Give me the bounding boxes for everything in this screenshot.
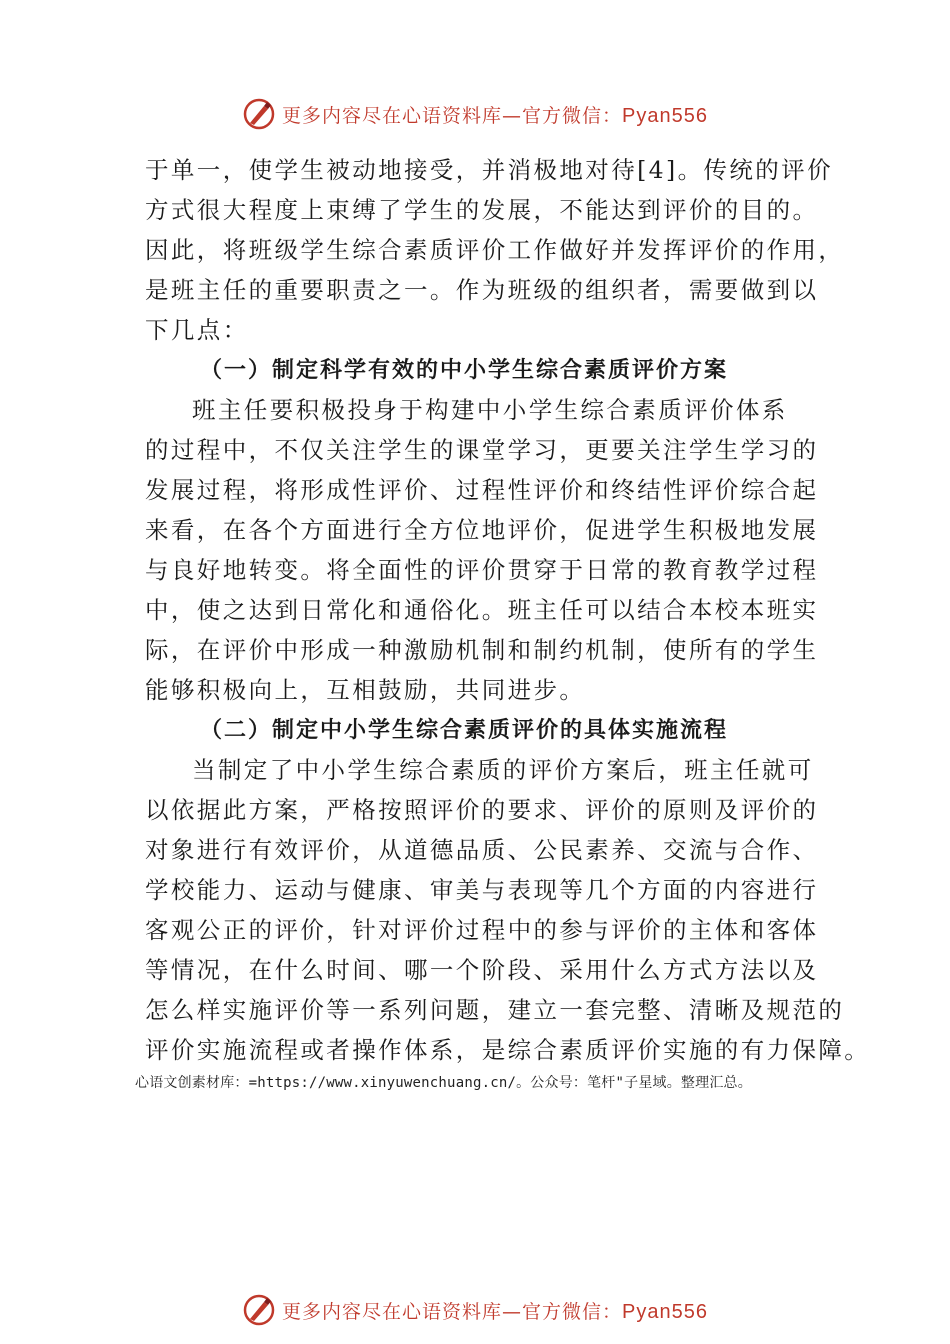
body-line: 能够积极向上，互相鼓励，共同进步。: [145, 676, 586, 704]
body-line: 的过程中，不仅关注学生的课堂学习，更要关注学生学习的: [145, 436, 819, 464]
header-banner-text: 更多内容尽在心语资料库—官方微信：Pyan556: [282, 104, 708, 127]
body-line: 以依据此方案，严格按照评价的要求、评价的原则及评价的: [145, 796, 819, 824]
body-line: 因此，将班级学生综合素质评价工作做好并发挥评价的作用，: [145, 236, 845, 264]
body-line: 中，使之达到日常化和通俗化。班主任可以结合本校本班实: [145, 596, 819, 624]
footer-banner-text: 更多内容尽在心语资料库—官方微信：Pyan556: [282, 1300, 708, 1323]
body-line: 当制定了中小学生综合素质的评价方案后，班主任就可: [192, 756, 814, 784]
body-line: 与良好地转变。将全面性的评价贯穿于日常的教育教学过程: [145, 556, 819, 584]
pen-logo-icon: [242, 97, 276, 131]
body-line: 发展过程，将形成性评价、过程性评价和终结性评价综合起: [145, 476, 819, 504]
body-line: 客观公正的评价，针对评价过程中的参与评价的主体和客体: [145, 916, 819, 944]
source-note: 心语文创素材库：=https://www.xinyuwenchuang.cn/。公众号：笔杆"子星域。整理汇总。: [135, 1075, 752, 1091]
header-banner: [0, 92, 950, 136]
body-line: 方式很大程度上束缚了学生的发展，不能达到评价的目的。: [145, 196, 819, 224]
pen-logo-icon: [242, 1293, 276, 1327]
body-line: 下几点：: [145, 316, 249, 344]
body-line: 对象进行有效评价，从道德品质、公民素养、交流与合作、: [145, 836, 819, 864]
section-heading-2: （二）制定中小学生综合素质评价的具体实施流程: [200, 717, 729, 743]
section-heading-1: （一）制定科学有效的中小学生综合素质评价方案: [200, 357, 729, 383]
document-body: [145, 150, 871, 1070]
body-line: 班主任要积极投身于构建中小学生综合素质评价体系: [192, 396, 788, 424]
body-line: 等情况，在什么时间、哪一个阶段、采用什么方式方法以及: [145, 956, 819, 984]
body-line: 怎么样实施评价等一系列问题，建立一套完整、清晰及规范的: [145, 996, 845, 1024]
wechat-handle: Pyan556: [622, 104, 708, 127]
body-line: 学校能力、运动与健康、审美与表现等几个方面的内容进行: [145, 876, 819, 904]
body-line: 于单一，使学生被动地接受，并消极地对待[4]。传统的评价: [145, 156, 833, 184]
footer-banner: [0, 1288, 950, 1332]
wechat-handle: Pyan556: [622, 1300, 708, 1323]
body-line: 是班主任的重要职责之一。作为班级的组织者，需要做到以: [145, 276, 819, 304]
body-line: 际，在评价中形成一种激励机制和制约机制，使所有的学生: [145, 636, 819, 664]
body-line: 来看，在各个方面进行全方位地评价，促进学生积极地发展: [145, 516, 819, 544]
body-line: 评价实施流程或者操作体系，是综合素质评价实施的有力保障。: [145, 1036, 871, 1064]
